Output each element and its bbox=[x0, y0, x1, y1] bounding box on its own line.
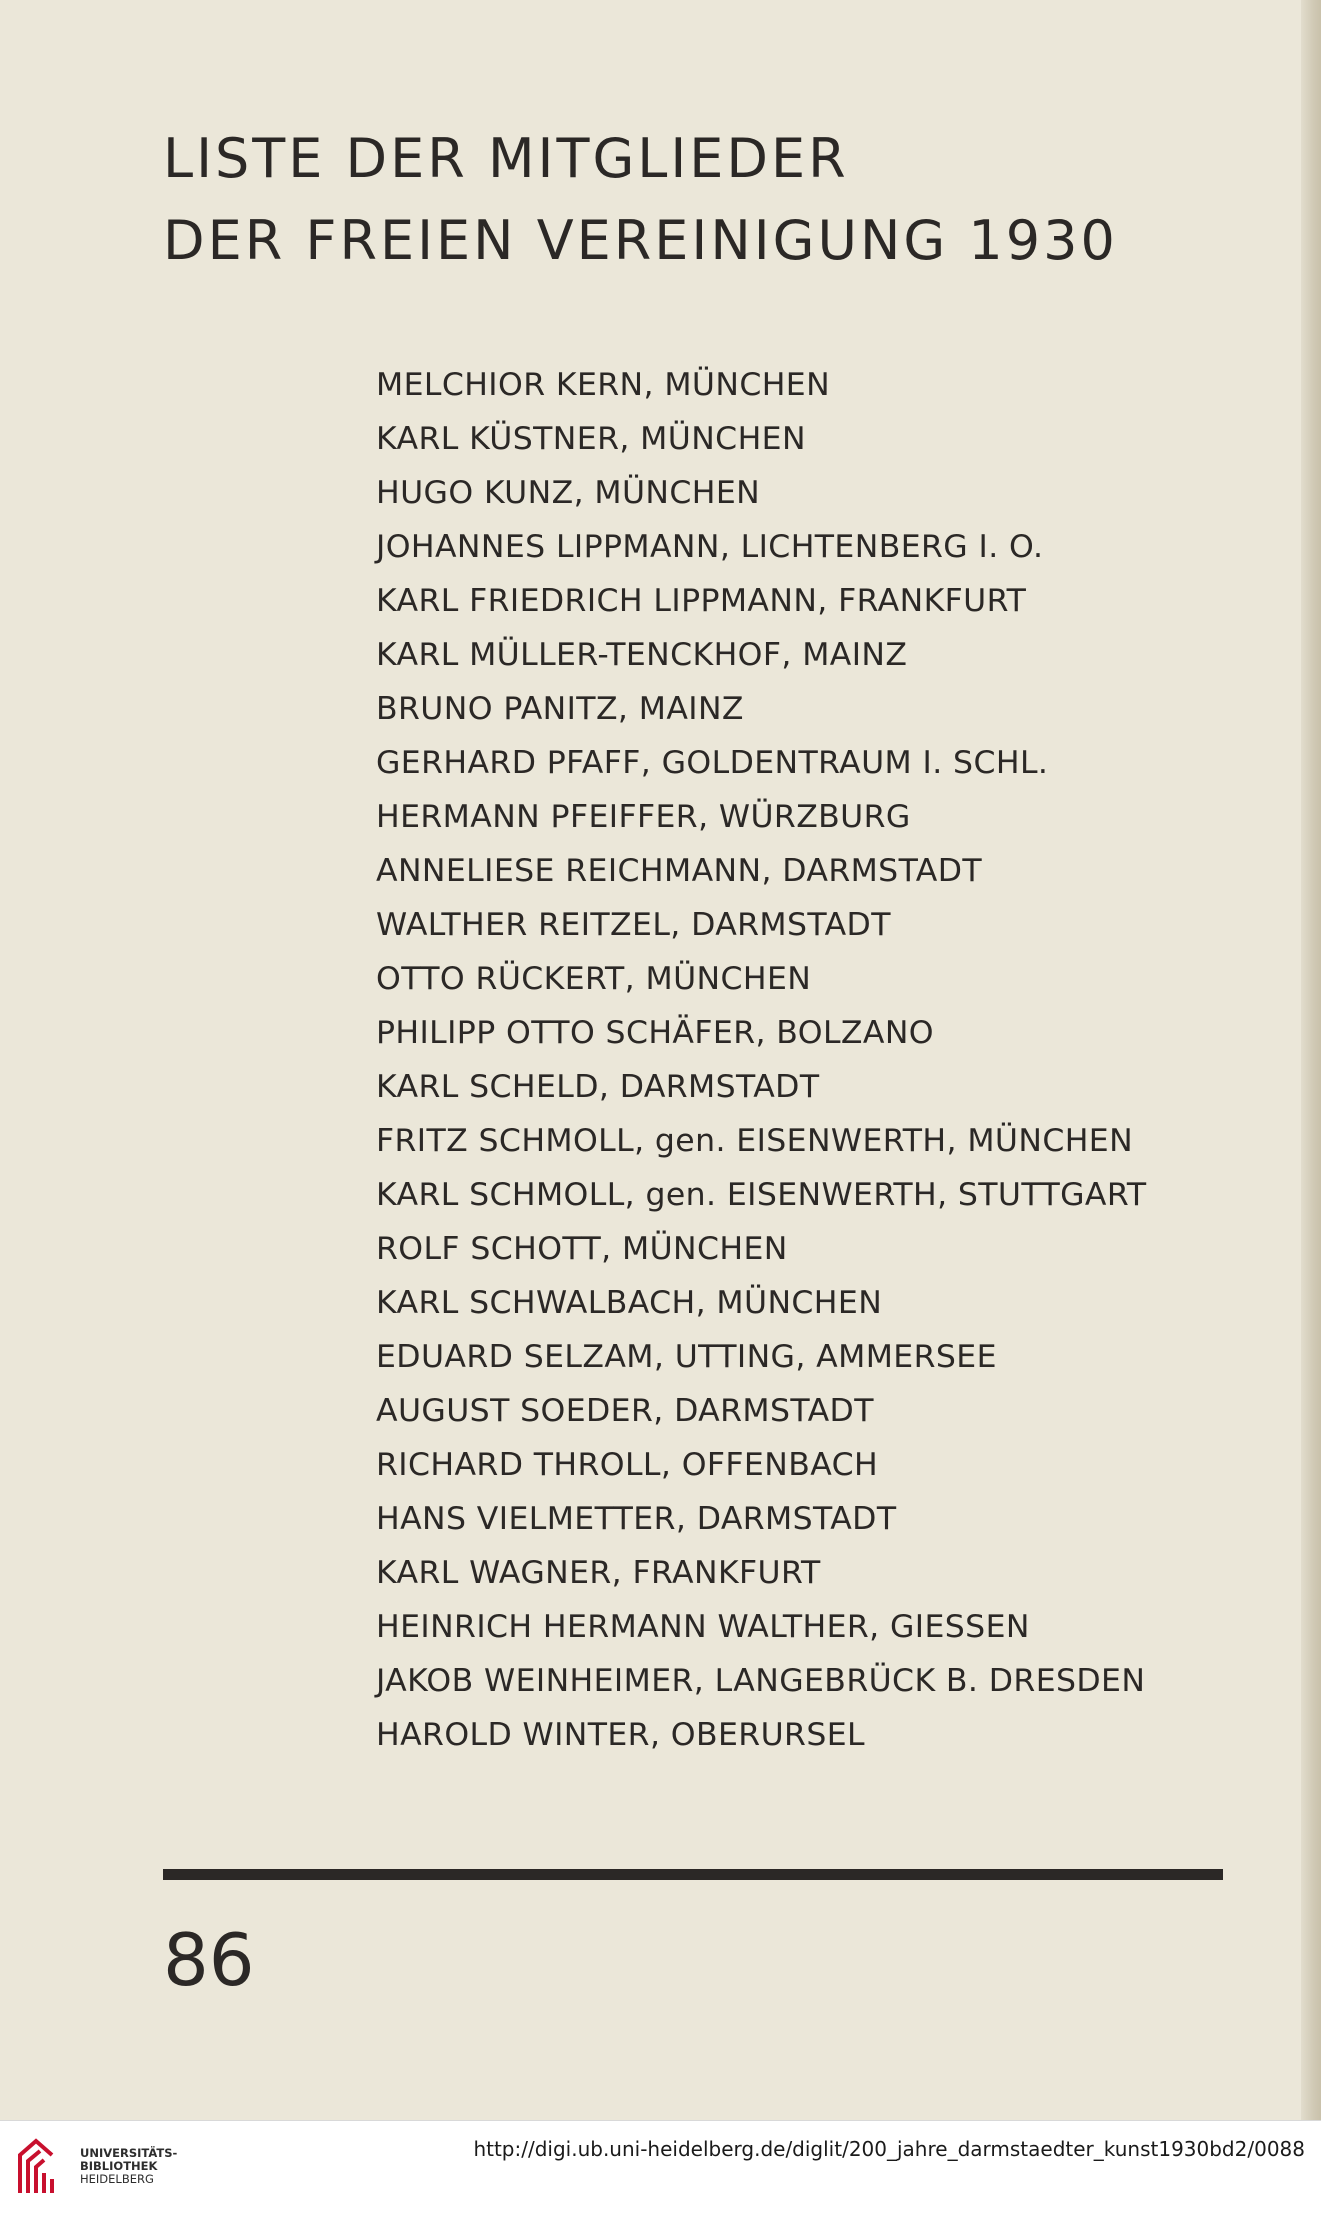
member-entry: RICHARD THROLL, OFFENBACH bbox=[376, 1447, 879, 1483]
title-line-2: DER FREIEN VEREINIGUNG 1930 bbox=[163, 209, 1118, 272]
page-number: 86 bbox=[163, 1918, 255, 2002]
member-entry: PHILIPP OTTO SCHÄFER, BOLZANO bbox=[376, 1015, 934, 1051]
source-url[interactable]: http://digi.ub.uni-heidelberg.de/diglit/200_jahre_darmstaedter_kunst1930bd2/0088 bbox=[473, 2137, 1305, 2161]
member-entry: HEINRICH HERMANN WALTHER, GIESSEN bbox=[376, 1609, 1030, 1645]
member-entry: ROLF SCHOTT, MÜNCHEN bbox=[376, 1231, 788, 1267]
member-entry: ANNELIESE REICHMANN, DARMSTADT bbox=[376, 853, 983, 889]
member-entry: HANS VIELMETTER, DARMSTADT bbox=[376, 1501, 897, 1537]
member-entry: AUGUST SOEDER, DARMSTADT bbox=[376, 1393, 874, 1429]
title-line-1: LISTE DER MITGLIEDER bbox=[163, 127, 849, 190]
member-list bbox=[376, 358, 1147, 1762]
member-entry: WALTHER REITZEL, DARMSTADT bbox=[376, 907, 891, 943]
member-entry: JOHANNES LIPPMANN, LICHTENBERG I. O. bbox=[376, 529, 1044, 565]
university-library-logo-icon bbox=[14, 2133, 74, 2199]
horizontal-rule bbox=[163, 1869, 1223, 1880]
library-name bbox=[80, 2147, 177, 2186]
member-entry: BRUNO PANITZ, MAINZ bbox=[376, 691, 744, 727]
member-entry: KARL WAGNER, FRANKFURT bbox=[376, 1555, 821, 1591]
member-entry: HERMANN PFEIFFER, WÜRZBURG bbox=[376, 799, 911, 835]
member-entry: KARL SCHMOLL, gen. EISENWERTH, STUTTGART bbox=[376, 1177, 1147, 1213]
member-entry: HAROLD WINTER, OBERURSEL bbox=[376, 1717, 865, 1753]
member-entry: MELCHIOR KERN, MÜNCHEN bbox=[376, 367, 831, 403]
library-name-line-1: UNIVERSITÄTS- bbox=[80, 2146, 178, 2160]
member-entry: KARL KÜSTNER, MÜNCHEN bbox=[376, 421, 806, 457]
member-entry: HUGO KUNZ, MÜNCHEN bbox=[376, 475, 761, 511]
footer-bar bbox=[0, 2120, 1321, 2213]
page-title bbox=[163, 118, 1118, 282]
member-entry: FRITZ SCHMOLL, gen. EISENWERTH, MÜNCHEN bbox=[376, 1123, 1134, 1159]
member-entry: GERHARD PFAFF, GOLDENTRAUM I. SCHL. bbox=[376, 745, 1049, 781]
member-entry: JAKOB WEINHEIMER, LANGEBRÜCK B. DRESDEN bbox=[376, 1663, 1146, 1699]
member-entry: KARL FRIEDRICH LIPPMANN, FRANKFURT bbox=[376, 583, 1027, 619]
page-edge bbox=[1301, 0, 1321, 2120]
member-entry: KARL MÜLLER-TENCKHOF, MAINZ bbox=[376, 637, 908, 673]
member-entry: KARL SCHWALBACH, MÜNCHEN bbox=[376, 1285, 883, 1321]
member-entry: KARL SCHELD, DARMSTADT bbox=[376, 1069, 820, 1105]
member-entry: EDUARD SELZAM, UTTING, AMMERSEE bbox=[376, 1339, 997, 1375]
library-name-line-2: BIBLIOTHEK bbox=[80, 2159, 158, 2173]
library-name-line-3: HEIDELBERG bbox=[80, 2172, 154, 2186]
member-entry: OTTO RÜCKERT, MÜNCHEN bbox=[376, 961, 812, 997]
